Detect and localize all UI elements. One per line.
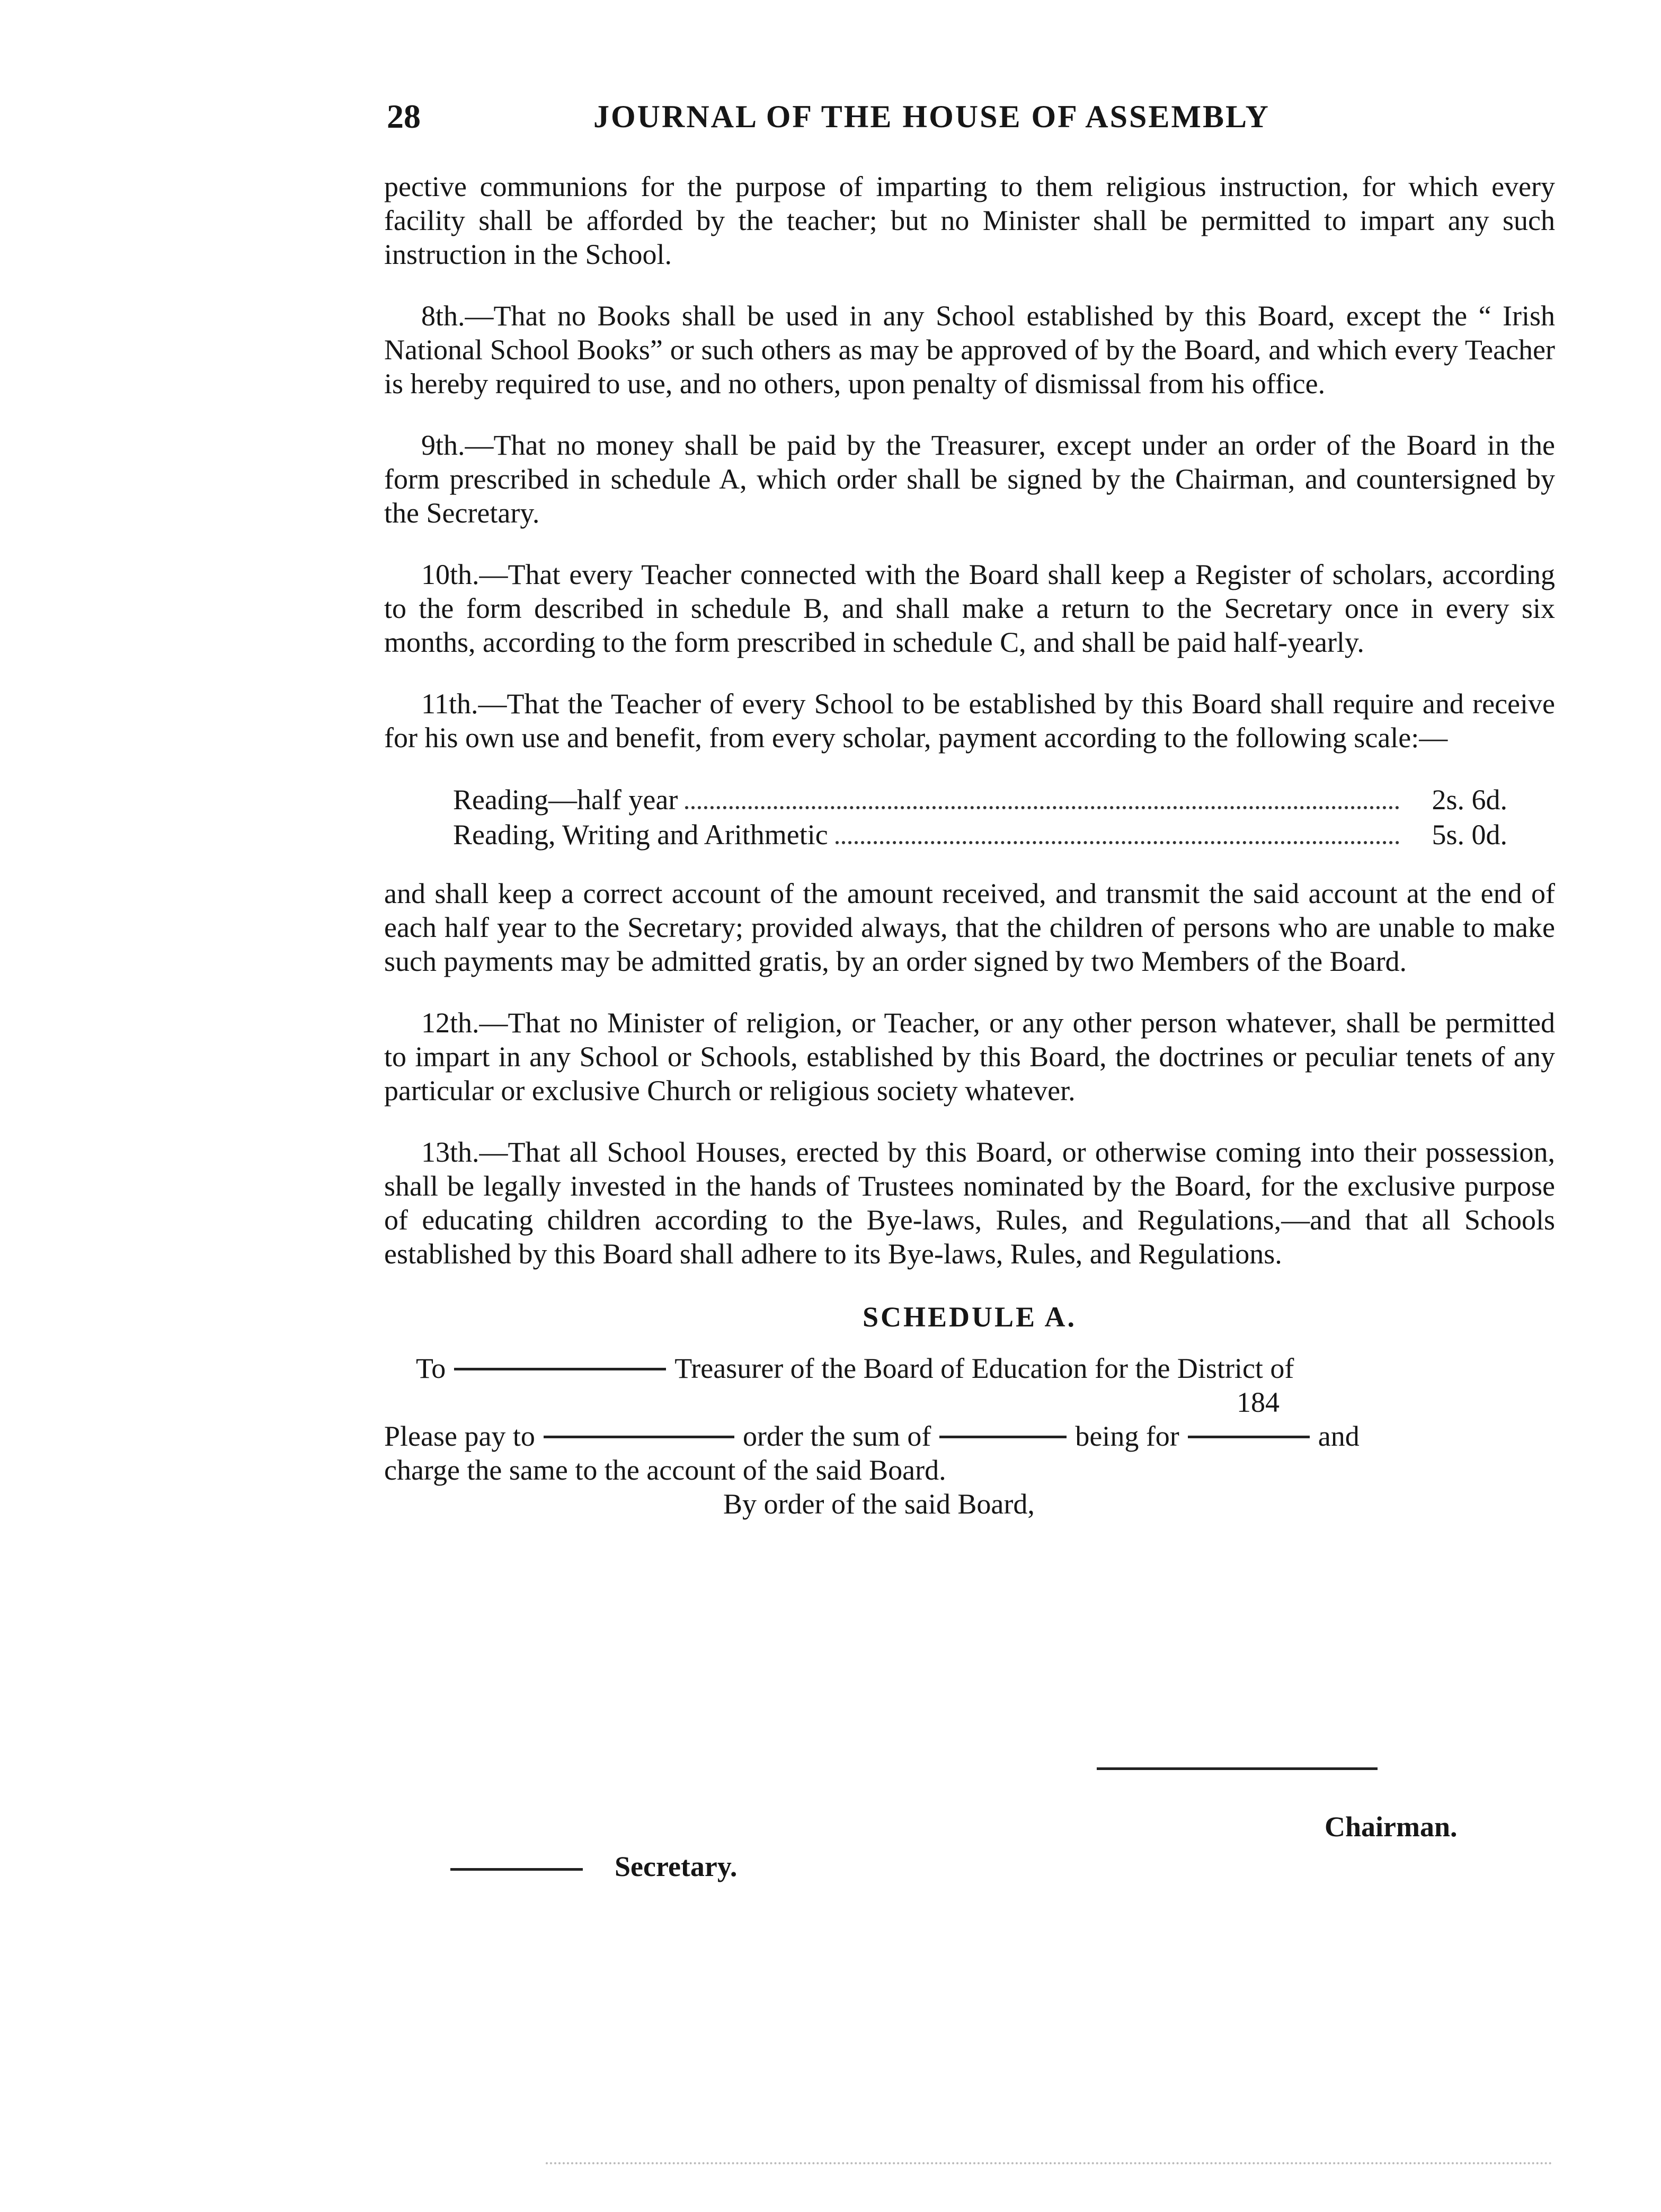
- fee-label: Reading—half year: [453, 784, 678, 816]
- body-text: [384, 170, 1555, 1521]
- dot-leader: [836, 841, 1399, 844]
- paragraph-8th: 8th.—That no Books shall be used in any School established by this Board, except the “ Irish National School Books” or such others as may be approved of by the Board, and which every Teacher is hereby required to use, and no others, upon penalty of dismissal from his office.: [384, 300, 1555, 400]
- schedule-title: SCHEDULE A.: [862, 1301, 1077, 1333]
- blank-purpose: [1188, 1436, 1310, 1438]
- paragraph-12th: 12th.—That no Minister of religion, or Teacher, or any other person whatever, shall be permitted to impart in any School or Schools, established by this Board, the doctrines or peculiar tenets of any particular or exclusive Church or religious society whatever.: [384, 1007, 1555, 1107]
- charge-line: charge the same to the account of the said Board.: [384, 1454, 946, 1486]
- blank-payee: [544, 1436, 734, 1438]
- scan-specks: [546, 2141, 1552, 2164]
- page-number: 28: [387, 98, 421, 135]
- fee-amount: 2s. 6d.: [1432, 784, 1507, 816]
- being-for: being for: [1075, 1420, 1179, 1452]
- paragraph-13th: 13th.—That all School Houses, erected by this Board, or otherwise coming into their possession, shall be legally invested in the hands of Trustees nominated by the Board, for the exclusive purpose of educating children according to the Bye-laws, Rules, and Regulations,—and that all Schools established by this Board shall adhere to its Bye-laws, Rules, and Regulations.: [384, 1136, 1555, 1270]
- order-sum: order the sum of: [742, 1420, 931, 1452]
- by-order: By order of the said Board,: [723, 1488, 1035, 1520]
- year-prefix: 184: [1237, 1386, 1280, 1418]
- paragraph-account: and shall keep a correct account of the amount received, and transmit the said account at the end of each half year to the Secretary; provided always, that the children of persons who are unable to make such payments may be admitted gratis, by an order signed by two Members of the Board.: [384, 878, 1555, 977]
- secretary-label: Secretary.: [615, 1851, 738, 1882]
- dot-leader: [685, 806, 1399, 809]
- to-rest: Treasurer of the Board of Education for the District of: [674, 1352, 1294, 1384]
- chairman-label: Chairman.: [1325, 1811, 1458, 1843]
- blank-sum: [939, 1436, 1067, 1438]
- paragraph-continuation: pective communions for the purpose of imparting to them religious instruction, for which every facility shall be afforded by the teacher; but no Minister shall be permitted to impart any such instruction in the School.: [384, 171, 1555, 270]
- and-word: and: [1318, 1420, 1360, 1452]
- paragraph-10th: 10th.—That every Teacher connected with the Board shall keep a Register of scholars, according to the form described in schedule B, and shall make a return to the Secretary once in every six months, according to the form prescribed in schedule C, and shall be paid half-yearly.: [384, 559, 1555, 658]
- schedule-order-line: [384, 1487, 1555, 1521]
- schedule-charge-line: [384, 1453, 1555, 1487]
- fee-row: [453, 817, 1507, 852]
- schedule-year-line: [384, 1385, 1555, 1419]
- chairman-signature-line: [1097, 1767, 1378, 1770]
- secretary-signature-line: [450, 1868, 583, 1871]
- schedule-pay-line: [384, 1419, 1555, 1453]
- pay-to: Please pay to: [384, 1420, 535, 1452]
- to-prefix: To: [416, 1352, 446, 1384]
- fee-amount: 5s. 0d.: [1432, 819, 1507, 851]
- page-header: [387, 90, 1393, 148]
- fee-row: [453, 782, 1507, 817]
- running-head: JOURNAL OF THE HOUSE OF ASSEMBLY: [593, 99, 1270, 134]
- fee-scale: [384, 782, 1555, 852]
- blank-treasurer-name: [454, 1368, 666, 1370]
- paragraph-9th: 9th.—That no money shall be paid by the Treasurer, except under an order of the Board in the form prescribed in schedule A, which order shall be signed by the Chairman, and countersigned by the Secretary.: [384, 429, 1555, 529]
- fee-label: Reading, Writing and Arithmetic: [453, 819, 828, 851]
- paragraph-11th: 11th.—That the Teacher of every School to be established by this Board shall require and receive for his own use and benefit, from every scholar, payment according to the following scale:—: [384, 688, 1555, 754]
- schedule-to-line: [384, 1351, 1555, 1385]
